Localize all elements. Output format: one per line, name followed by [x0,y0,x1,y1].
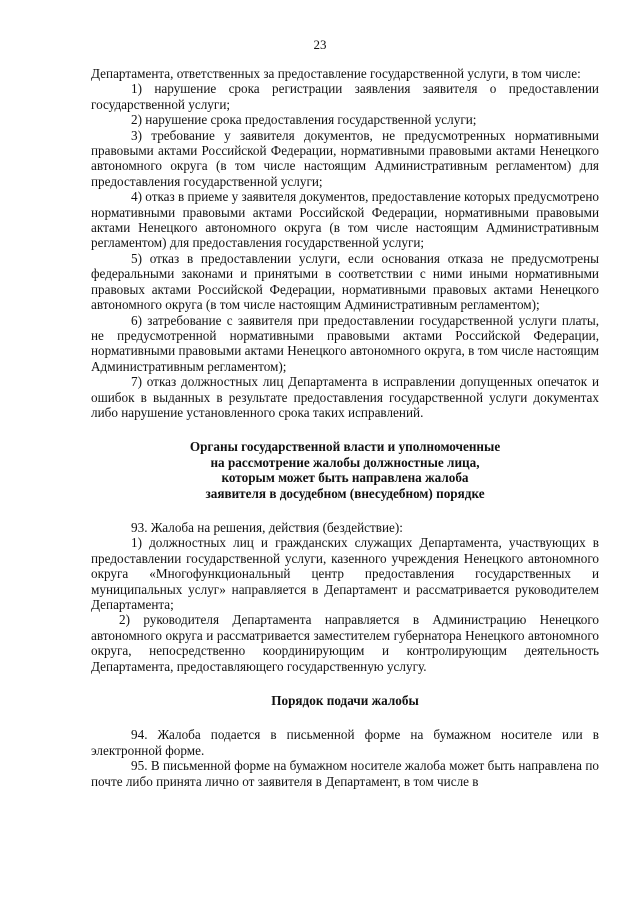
section-93: 93. Жалоба на решения, действия (бездействие): [131,519,403,535]
list-item: 5) отказ в предоставлении услуги, если основания отказа не предусмотрены федеральными законами и принятыми в соответствии с ними иными нормативными правовых актами Российской Федерации, нормативными правовых актами Ненецкого автономного округа (в том числе настоящим Административным регламентом); [91,250,599,313]
list-item: 2) руководителя Департамента направляется в Администрацию Ненецкого автономного округа и рассматривается заместителем губернатора Ненецкого автономного округа, непосредственно координирующим и контролирующим деятельность Департамента, предоставляющего государственную услугу. [91,612,599,674]
heading-line: на рассмотрение жалобы должностные лица, [210,454,480,470]
list-item: 7) отказ должностных лиц Департамента в исправлении допущенных опечаток и ошибок в выданных в результате предоставления государственной услуги документах либо нарушение установленного срока таких исправлений. [91,374,599,420]
page-number: 23 [313,37,327,52]
intro-paragraph: Департамента, ответственных за предоставление государственной услуги, в том числе: [91,66,581,81]
section-heading-authorities [91,439,599,501]
heading-line: Органы государственной власти и уполномоченные [189,439,501,455]
list-item: 6) затребование с заявителя при предоставлении государственной услуги платы, не предусмотренной нормативными правовыми актами Российской Федерации, нормативными правовыми актами Ненецкого автономного округа, в том числе настоящим Административным регламентом); [91,312,599,374]
list-item: 1) должностных лиц и гражданских служащих Департамента, участвующих в предоставлении государственной услуги, казенного учреждения Ненецкого автономного округа «Многофункциональный центр предоставления государственных и муниципальных услуг» направляется в Департамент и рассматривается руководителем Департамента; [91,535,599,612]
list-item: 2) нарушение срока предоставления государственной услуги; [131,112,477,128]
list-item: 1) нарушение срока регистрации заявления заявителя о предоставлении государственной услуги; [91,81,599,112]
list-item: 4) отказ в приеме у заявителя документов, предоставление которых предусмотрено нормативными правовыми актами Российской Федерации, нормативными правовыми актами Ненецкого автономного округа (в том числе настоящим Административным регламентом) для предоставления государственной услуги; [91,189,599,251]
section-95: 95. В письменной форме на бумажном носителе жалоба может быть направлена по почте либо принята лично от заявителя в Департамент, в том числе в [91,758,599,789]
heading-line: заявителя в досудебном (внесудебном) порядке [205,485,485,501]
list-item: 3) требование у заявителя документов, не предусмотренных нормативными правовыми актами Российской Федерации, нормативными правовыми актами Ненецкого автономного округа (в том числе настоящим Административным регламентом) для предоставления государственной услуги; [91,127,599,189]
section-94: 94. Жалоба подается в письменной форме на бумажном носителе или в электронной форме. [91,727,599,758]
section-heading-procedure: Порядок подачи жалобы [271,693,419,709]
heading-line: которым может быть направлена жалоба [221,470,469,486]
document-body [91,66,599,789]
